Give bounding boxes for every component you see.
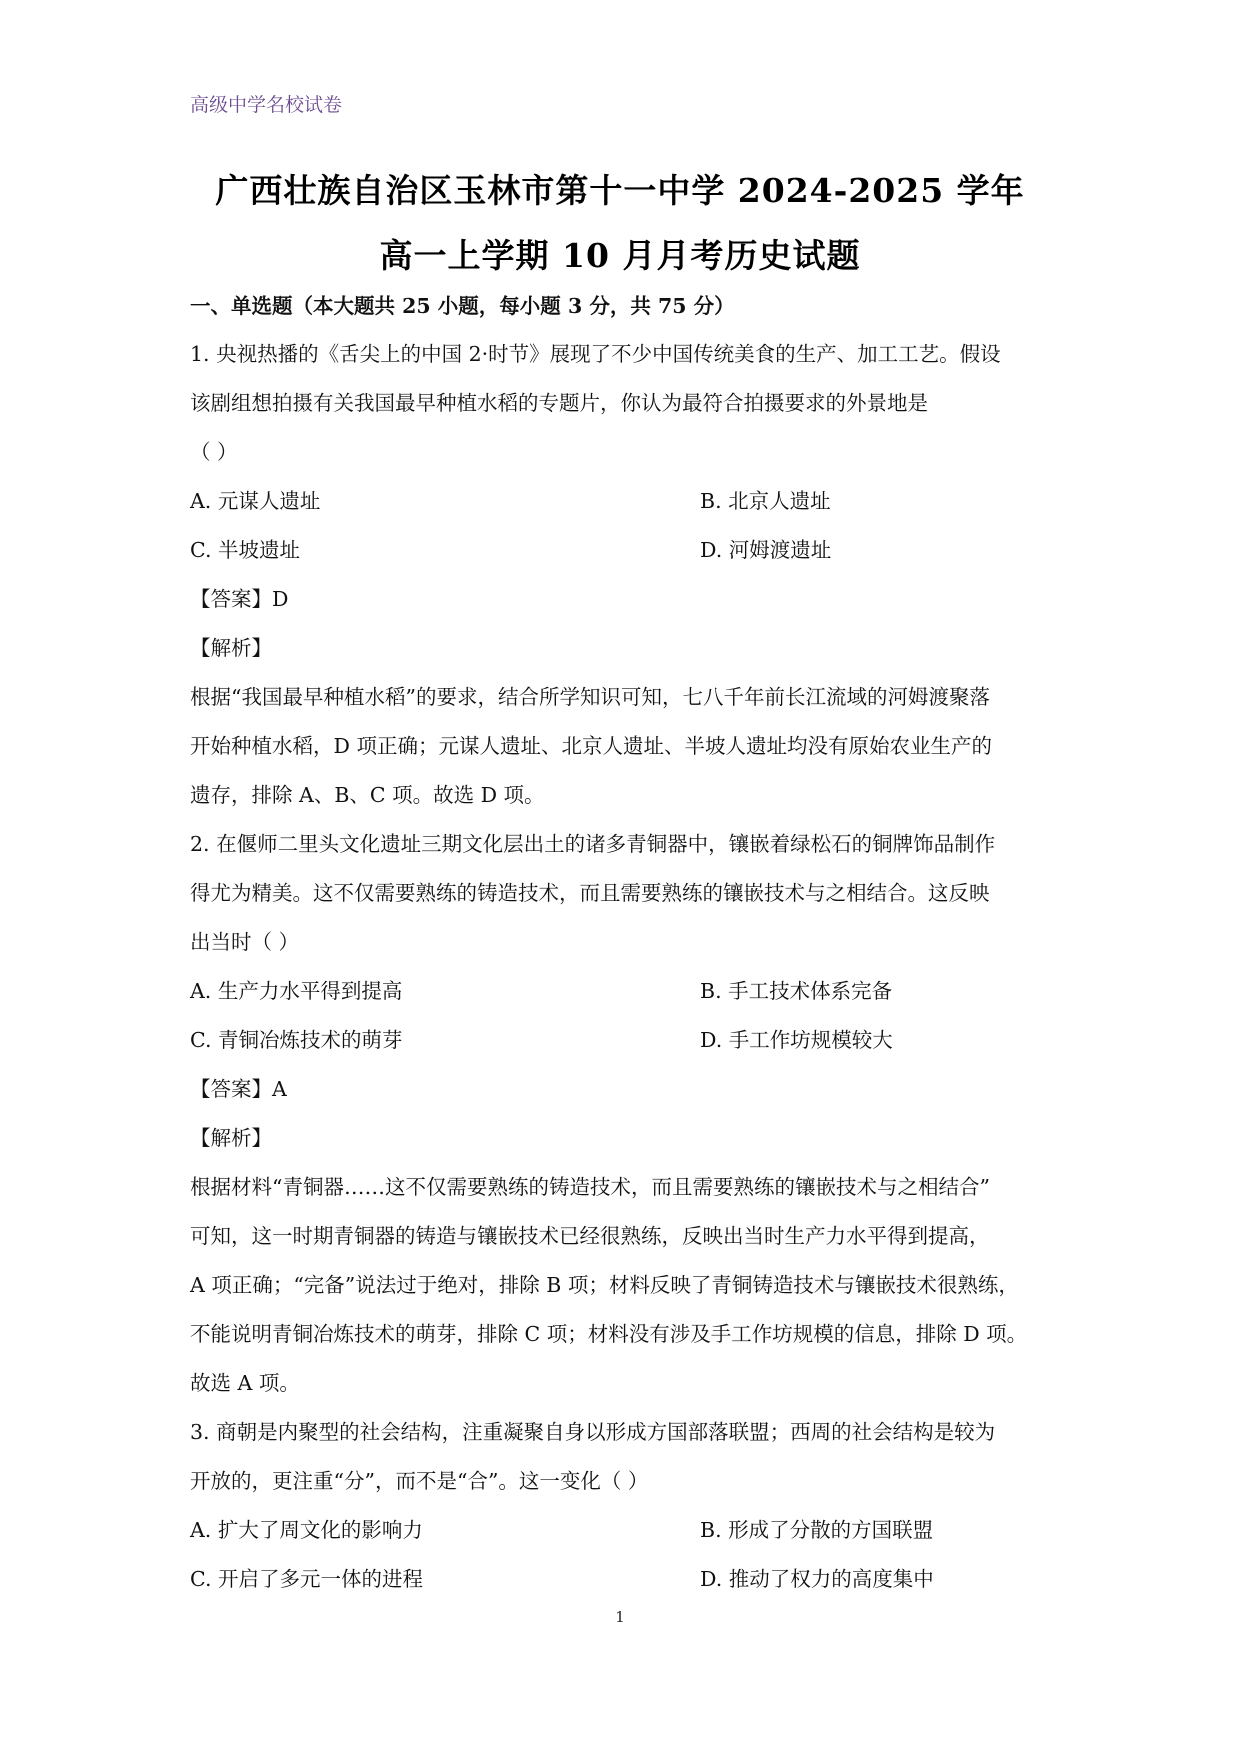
- q1-analysis-label: 【解析】: [190, 636, 272, 660]
- q2-option-b: B. 手工技术体系完备: [700, 979, 893, 1003]
- section-heading: 一、单选题（本大题共 25 小题，每小题 3 分，共 75 分）: [190, 294, 735, 318]
- page-number: 1: [615, 1608, 625, 1626]
- q1-option-d: D. 河姆渡遗址: [700, 538, 832, 562]
- q3-stem-line-2: 开放的，更注重“分”，而不是“合”。这一变化（ ）: [190, 1469, 649, 1493]
- q2-stem-line-2: 得尤为精美。这不仅需要熟练的铸造技术，而且需要熟练的镶嵌技术与之相结合。这反映: [190, 881, 990, 905]
- q3-option-c: C. 开启了多元一体的进程: [190, 1567, 423, 1591]
- q2-analysis-label: 【解析】: [190, 1126, 272, 1150]
- q2-stem-line-1: 2. 在偃师二里头文化遗址三期文化层出土的诸多青铜器中，镶嵌着绿松石的铜牌饰品制作: [190, 832, 996, 856]
- q2-analysis-line-5: 故选 A 项。: [190, 1371, 300, 1395]
- q2-answer: 【答案】A: [190, 1077, 287, 1101]
- q3-stem-line-1: 3. 商朝是内聚型的社会结构，注重凝聚自身以形成方国部落联盟；西周的社会结构是较为: [190, 1420, 996, 1444]
- exam-title-line-2: 高一上学期 10 月月考历史试题: [379, 236, 861, 275]
- q1-stem-line-2: 该剧组想拍摄有关我国最早种植水稻的专题片，你认为最符合拍摄要求的外景地是: [190, 391, 928, 415]
- q2-option-c: C. 青铜冶炼技术的萌芽: [190, 1028, 403, 1052]
- q2-analysis-line-1: 根据材料“青铜器……这不仅需要熟练的铸造技术，而且需要熟练的镶嵌技术与之相结合”: [190, 1175, 990, 1199]
- q2-analysis-line-4: 不能说明青铜冶炼技术的萌芽，排除 C 项；材料没有涉及手工作坊规模的信息，排除 D 项。: [190, 1322, 1028, 1346]
- q1-option-a: A. 元谋人遗址: [190, 489, 321, 513]
- q2-analysis-line-2: 可知，这一时期青铜器的铸造与镶嵌技术已经很熟练，反映出当时生产力水平得到提高，: [190, 1224, 990, 1248]
- q1-option-c: C. 半坡遗址: [190, 538, 300, 562]
- q1-stem-line-3: （ ）: [190, 440, 238, 464]
- q3-option-d: D. 推动了权力的高度集中: [700, 1567, 934, 1591]
- q1-analysis-line-1: 根据“我国最早种植水稻”的要求，结合所学知识可知，七八千年前长江流域的河姆渡聚落: [190, 685, 990, 709]
- q1-analysis-line-3: 遗存，排除 A、B、C 项。故选 D 项。: [190, 783, 545, 807]
- q1-analysis-line-2: 开始种植水稻，D 项正确；元谋人遗址、北京人遗址、半坡人遗址均没有原始农业生产的: [190, 734, 992, 758]
- q1-answer: 【答案】D: [190, 587, 289, 611]
- q3-option-a: A. 扩大了周文化的影响力: [190, 1518, 423, 1542]
- q3-option-b: B. 形成了分散的方国联盟: [700, 1518, 934, 1542]
- q2-option-a: A. 生产力水平得到提高: [190, 979, 403, 1003]
- header-tag: 高级中学名校试卷: [190, 94, 343, 116]
- q1-stem-line-1: 1. 央视热播的《舌尖上的中国 2·时节》展现了不少中国传统美食的生产、加工工艺。假设: [190, 342, 1001, 366]
- q1-option-b: B. 北京人遗址: [700, 489, 831, 513]
- exam-title-line-1: 广西壮族自治区玉林市第十一中学 2024-2025 学年: [215, 171, 1025, 210]
- q2-stem-line-3: 出当时（ ）: [190, 930, 300, 954]
- q2-analysis-line-3: A 项正确；“完备”说法过于绝对，排除 B 项；材料反映了青铜铸造技术与镶嵌技术很熟练，: [190, 1273, 1019, 1297]
- q2-option-d: D. 手工作坊规模较大: [700, 1028, 893, 1052]
